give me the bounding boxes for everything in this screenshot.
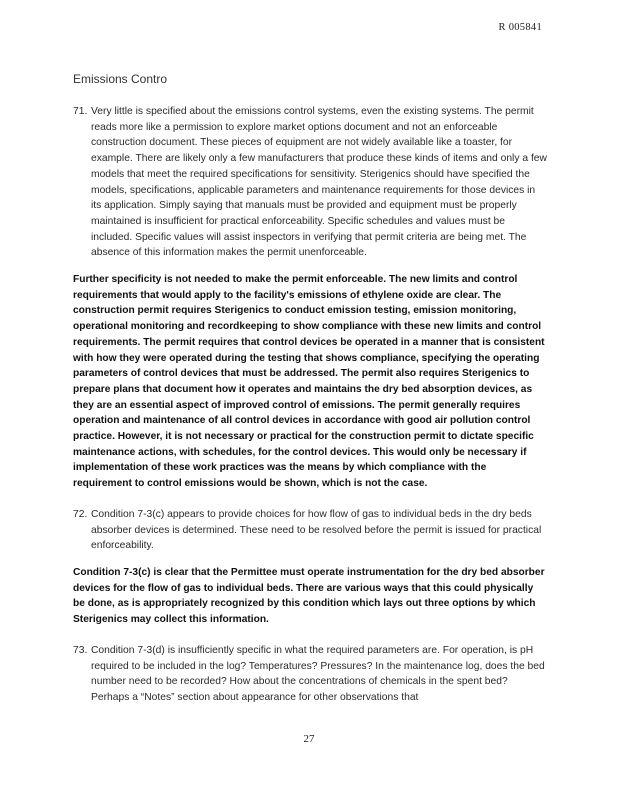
response-71: Further specificity is not needed to make the permit enforceable. The new limits and control requirements that would apply to the facility's emissions of ethylene oxide are clear. The construction permit requires Sterigenics to conduct emission testing, emission monitoring, operational monitoring and recordkeeping to show compliance with these new limits and control requirements. The permit requires that control devices be operated in a manner that is consistent with how they were operated during the testing that shows compliance, specifying the operating parameters of control devices that must be addressed. The permit also requires Sterigenics to prepare plans that document how it operates and maintains the dry bed absorption devices, as they are an essential aspect of improved control of emissions. The permit generally requires operation and maintenance of all control devices in accordance with good air pollution control practice. However, it is not necessary or practical for the construction permit to dictate specific maintenance actions, with schedules, for the control devices. This would only be necessary if implementation of these work practices was the means by which compliance with the requirement to control emissions would be shown, which is not the case. [73, 274, 545, 490]
comment-number: 72. [73, 508, 88, 520]
comment-text: Condition 7-3(d) is insufficiently specific in what the required parameters are. For operation, is pH required to be included in the log? Temperatures? Pressures? In the maintenance log, does the bed number need to be recorded? How about the concentrations of chemicals in the spent bed? Perhaps a “Notes” section about appearance for other observations that [91, 644, 545, 703]
document-body [73, 104, 547, 706]
section-heading: Emissions Contro [73, 72, 168, 86]
comment-73 [73, 643, 547, 706]
comment-text: Very little is specified about the emissions control systems, even the existing systems. The permit reads more like a permission to explore market options document and not an enforceable construction document. These pieces of equipment are not widely available like a toaster, for example. There are likely only a few manufacturers that produce these kinds of items and only a few models that meet the required specifications for sensitivity. Sterigenics should have specified the models, specifications, applicable parameters and maintenance requirements for those devices in its application. Simply saying that manuals must be provided and equipment must be properly maintained is insufficient for practical enforceability. Specific schedules and values must be included. Specific values will assist inspectors in verifying that permit criteria are being met. The absence of this information makes the permit unenforceable. [91, 106, 547, 259]
page-number: 27 [303, 733, 315, 745]
comment-text: Condition 7-3(c) appears to provide choices for how flow of gas to individual beds in the dry beds absorber devices is determined. These need to be resolved before the permit is issued for practical enforceability. [91, 508, 542, 552]
comment-number: 73. [73, 644, 88, 656]
bates-number: R 005841 [498, 22, 542, 33]
comment-number: 71. [73, 106, 88, 117]
comment-72 [73, 507, 547, 554]
response-72: Condition 7-3(c) is clear that the Permittee must operate instrumentation for the dry bed absorber devices for the flow of gas to individual beds. There are various ways that this could physically be done, as is appropriately recognized by this condition which lays out three options by which Sterigenics may collect this information. [73, 566, 545, 626]
comment-71 [73, 104, 547, 261]
